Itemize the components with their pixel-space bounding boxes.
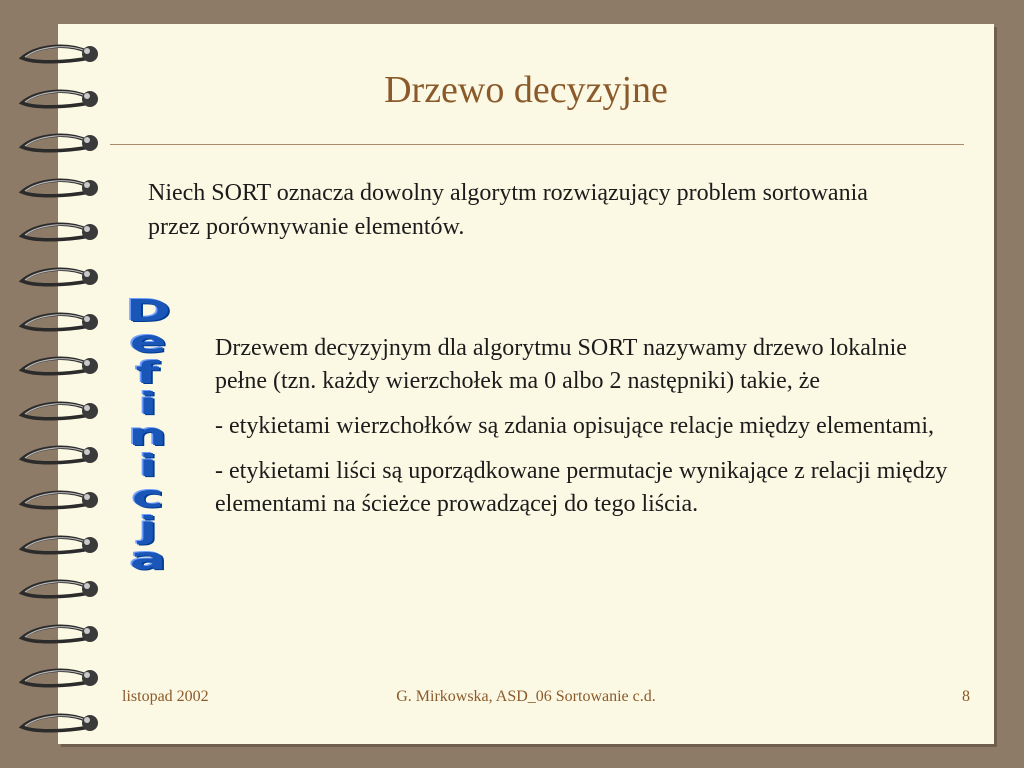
side-letter: i — [138, 449, 158, 484]
slide-page — [58, 24, 994, 744]
definition-block — [215, 332, 950, 521]
binding-ring-icon — [16, 81, 106, 115]
footer-page-number: 8 — [962, 688, 970, 705]
definition-bullet-vertices: - etykietami wierzchołków są zdania opisujące relacje między elementami, — [215, 413, 935, 439]
binding-ring-icon — [16, 660, 106, 694]
side-letter: j — [138, 511, 158, 546]
intro-text: Niech SORT oznacza dowolny algorytm rozwiązujący problem sortowania przez porównywanie elementów. — [148, 180, 868, 240]
footer-date: listopad 2002 — [122, 688, 209, 705]
side-letter: f — [136, 356, 160, 391]
side-letter: e — [129, 325, 167, 360]
footer-author: G. Mirkowska, ASD_06 Sortowanie c.d. — [396, 688, 656, 705]
binding-ring-icon — [16, 527, 106, 561]
binding-ring-icon — [16, 393, 106, 427]
side-label-definicja — [118, 296, 178, 575]
binding-ring-icon — [16, 705, 106, 739]
binding-ring-icon — [16, 36, 106, 70]
binding-ring-icon — [16, 125, 106, 159]
binding-ring-icon — [16, 304, 106, 338]
binding-ring-icon — [16, 170, 106, 204]
title-divider — [110, 144, 964, 145]
definition-paragraph: Drzewem decyzyjnym dla algorytmu SORT nazywamy drzewo lokalnie pełne (tzn. każdy wierzchołek ma 0 albo 2 następniki) takie, że — [215, 335, 907, 394]
binding-ring-icon — [16, 437, 106, 471]
binding-ring-icon — [16, 482, 106, 516]
side-letter: c — [131, 480, 165, 515]
side-letter: D — [125, 294, 171, 329]
side-letter: a — [129, 542, 167, 577]
binding-ring-icon — [16, 616, 106, 650]
binding-ring-icon — [16, 348, 106, 382]
binding-ring-icon — [16, 571, 106, 605]
binding-ring-icon — [16, 214, 106, 248]
slide-title: Drzewo decyzyjne — [384, 69, 668, 111]
binding-ring-icon — [16, 259, 106, 293]
side-letter: n — [128, 418, 168, 453]
definition-bullet-leaves: - etykietami liści są uporządkowane permutacje wynikające z relacji między elementami na ścieżce prowadzącej do tego liścia. — [215, 458, 948, 517]
side-letter: i — [138, 387, 158, 422]
